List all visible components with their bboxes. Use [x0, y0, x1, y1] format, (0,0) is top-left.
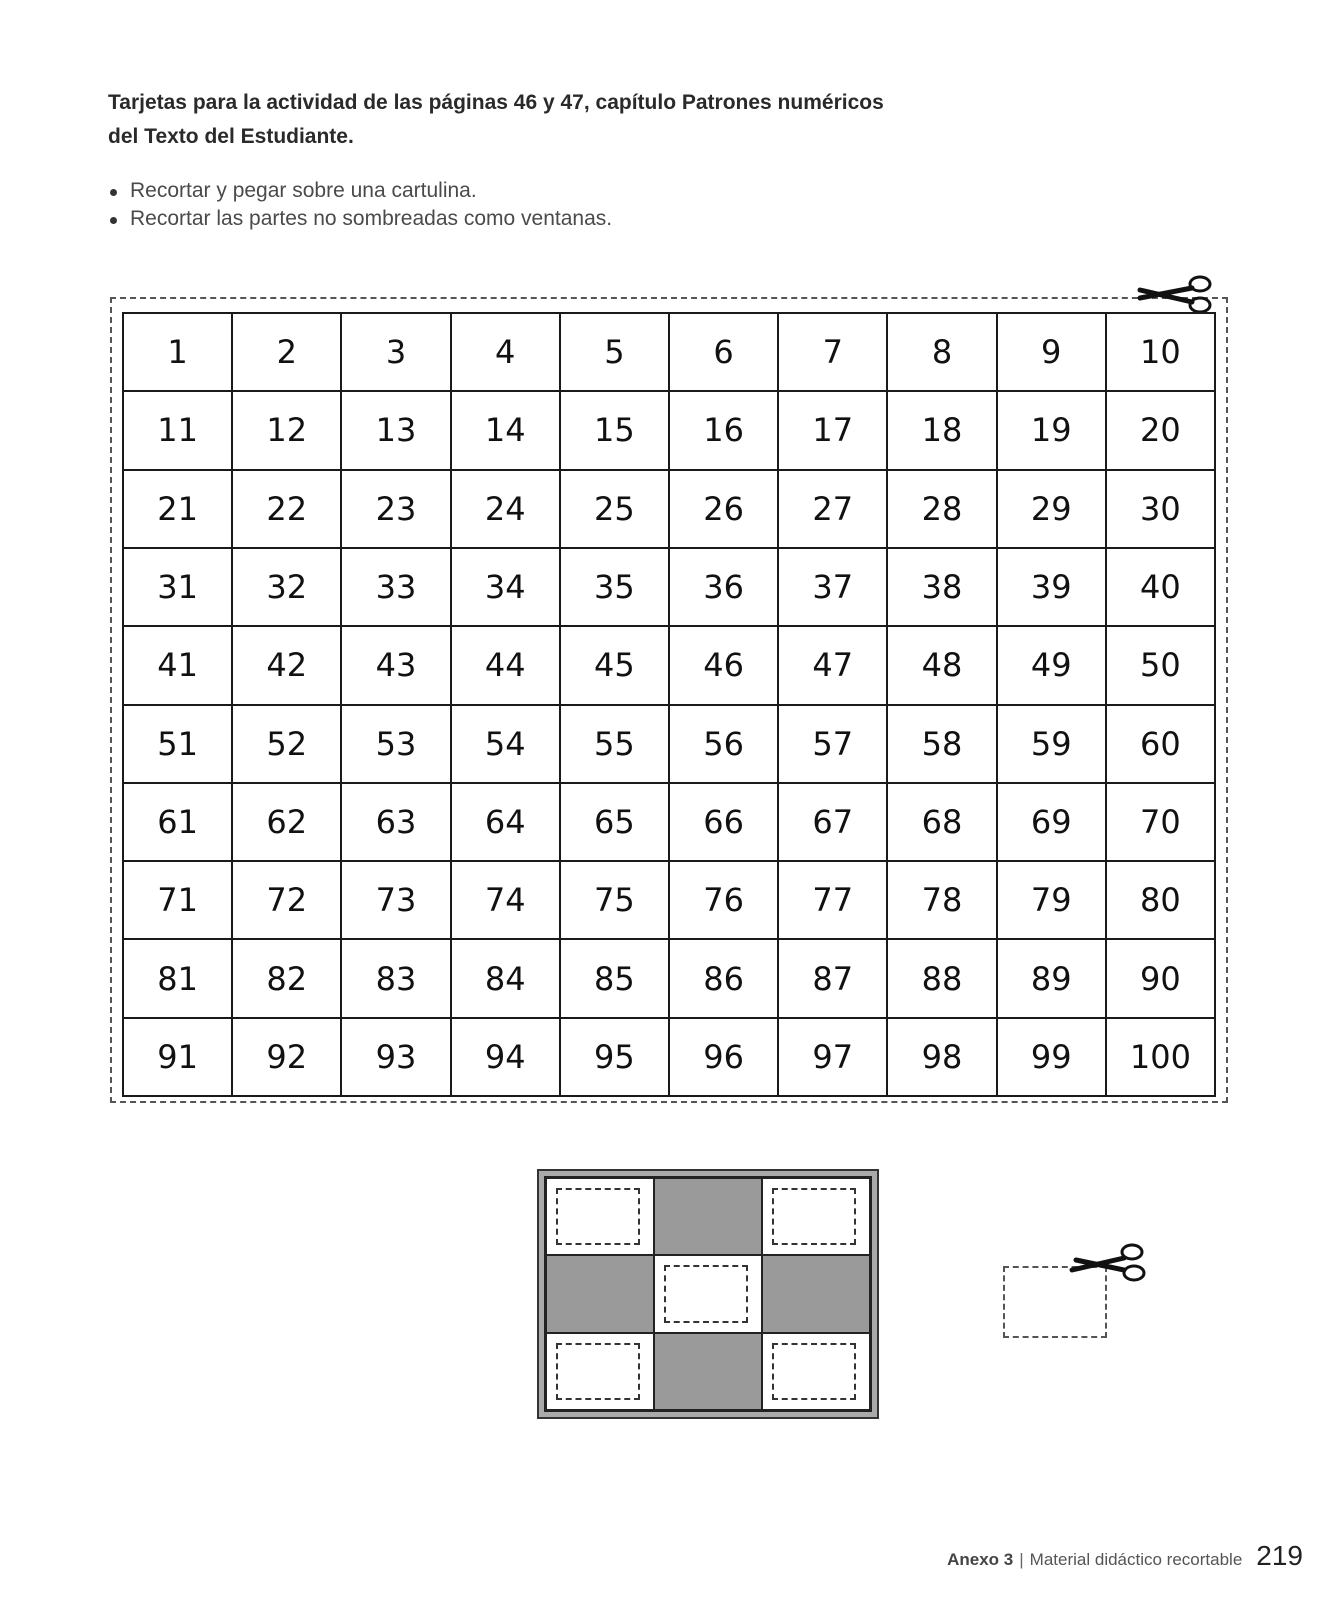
number-cell: 100	[1107, 1019, 1216, 1097]
number-cell: 95	[561, 1019, 670, 1097]
number-cell: 51	[124, 706, 233, 784]
number-cell: 68	[888, 784, 997, 862]
number-cell: 20	[1107, 392, 1216, 470]
number-cell: 72	[233, 862, 342, 940]
number-cell: 32	[233, 549, 342, 627]
number-cell: 42	[233, 627, 342, 705]
number-cell: 33	[342, 549, 451, 627]
number-cell: 5	[561, 314, 670, 392]
number-cell: 92	[233, 1019, 342, 1097]
number-cell: 29	[998, 471, 1107, 549]
number-cell: 19	[998, 392, 1107, 470]
number-cell: 62	[233, 784, 342, 862]
number-cell: 80	[1107, 862, 1216, 940]
number-cell: 65	[561, 784, 670, 862]
number-cell: 76	[670, 862, 779, 940]
title-line-2: del Texto del Estudiante.	[108, 125, 354, 148]
number-cell: 93	[342, 1019, 451, 1097]
number-cell: 94	[452, 1019, 561, 1097]
instruction-item: Recortar y pegar sobre una cartulina.	[108, 177, 612, 205]
number-cell: 71	[124, 862, 233, 940]
number-cell: 4	[452, 314, 561, 392]
page-number: 219	[1256, 1540, 1303, 1571]
number-cell: 17	[779, 392, 888, 470]
number-cell: 27	[779, 471, 888, 549]
shaded-cell	[654, 1178, 762, 1255]
number-cell: 28	[888, 471, 997, 549]
scissors-icon	[1068, 1240, 1148, 1286]
number-cell: 46	[670, 627, 779, 705]
number-cell: 6	[670, 314, 779, 392]
number-cell: 77	[779, 862, 888, 940]
number-cell: 78	[888, 862, 997, 940]
number-cell: 59	[998, 706, 1107, 784]
number-cell: 90	[1107, 940, 1216, 1018]
instructions-list	[108, 177, 612, 233]
number-cell: 64	[452, 784, 561, 862]
number-cell: 44	[452, 627, 561, 705]
number-cell: 23	[342, 471, 451, 549]
number-cell: 85	[561, 940, 670, 1018]
number-cell: 54	[452, 706, 561, 784]
window-cutout-cell	[762, 1178, 870, 1255]
number-cell: 12	[233, 392, 342, 470]
number-cell: 10	[1107, 314, 1216, 392]
number-cell: 35	[561, 549, 670, 627]
shaded-cell	[546, 1255, 654, 1332]
number-cell: 11	[124, 392, 233, 470]
window-template-card	[537, 1169, 879, 1419]
instruction-item: Recortar las partes no sombreadas como ventanas.	[108, 205, 612, 233]
number-cell: 98	[888, 1019, 997, 1097]
number-cell: 58	[888, 706, 997, 784]
window-cut-line	[772, 1343, 856, 1400]
window-template-grid	[544, 1176, 872, 1412]
number-cell: 69	[998, 784, 1107, 862]
number-cell: 87	[779, 940, 888, 1018]
number-cell: 22	[233, 471, 342, 549]
hundred-chart	[122, 312, 1216, 1097]
page-title	[108, 86, 1008, 154]
number-cell: 52	[233, 706, 342, 784]
number-cell: 48	[888, 627, 997, 705]
number-cell: 30	[1107, 471, 1216, 549]
number-cell: 73	[342, 862, 451, 940]
number-cell: 75	[561, 862, 670, 940]
title-line-1: Tarjetas para la actividad de las páginas 46 y 47, capítulo Patrones numéricos	[108, 91, 884, 114]
window-cut-line	[556, 1188, 640, 1245]
number-cell: 24	[452, 471, 561, 549]
number-cell: 79	[998, 862, 1107, 940]
window-cut-line	[556, 1343, 640, 1400]
number-cell: 37	[779, 549, 888, 627]
number-cell: 99	[998, 1019, 1107, 1097]
number-cell: 97	[779, 1019, 888, 1097]
number-cell: 40	[1107, 549, 1216, 627]
number-cell: 67	[779, 784, 888, 862]
number-cell: 81	[124, 940, 233, 1018]
number-cell: 82	[233, 940, 342, 1018]
number-cell: 55	[561, 706, 670, 784]
number-cell: 36	[670, 549, 779, 627]
number-cell: 57	[779, 706, 888, 784]
footer-label: Material didáctico recortable	[1029, 1550, 1243, 1569]
page-footer	[947, 1540, 1303, 1572]
number-cell: 25	[561, 471, 670, 549]
number-cell: 38	[888, 549, 997, 627]
number-cell: 60	[1107, 706, 1216, 784]
number-cell: 2	[233, 314, 342, 392]
shaded-cell	[762, 1255, 870, 1332]
number-cell: 39	[998, 549, 1107, 627]
number-cell: 89	[998, 940, 1107, 1018]
number-cell: 21	[124, 471, 233, 549]
number-cell: 45	[561, 627, 670, 705]
number-cell: 96	[670, 1019, 779, 1097]
number-cell: 91	[124, 1019, 233, 1097]
number-cell: 9	[998, 314, 1107, 392]
number-cell: 74	[452, 862, 561, 940]
window-cut-line	[664, 1265, 748, 1322]
number-cell: 15	[561, 392, 670, 470]
footer-separator: |	[1019, 1550, 1024, 1569]
number-cell: 26	[670, 471, 779, 549]
number-cell: 34	[452, 549, 561, 627]
number-cell: 50	[1107, 627, 1216, 705]
window-cutout-cell	[546, 1178, 654, 1255]
number-cell: 8	[888, 314, 997, 392]
number-cell: 31	[124, 549, 233, 627]
shaded-cell	[654, 1333, 762, 1410]
window-cutout-cell	[762, 1333, 870, 1410]
number-cell: 18	[888, 392, 997, 470]
number-cell: 43	[342, 627, 451, 705]
number-cell: 63	[342, 784, 451, 862]
number-cell: 70	[1107, 784, 1216, 862]
window-cutout-cell	[546, 1333, 654, 1410]
number-cell: 56	[670, 706, 779, 784]
footer-annex: Anexo 3	[947, 1550, 1014, 1569]
number-cell: 53	[342, 706, 451, 784]
number-cell: 66	[670, 784, 779, 862]
window-cutout-cell	[654, 1255, 762, 1332]
number-cell: 16	[670, 392, 779, 470]
number-cell: 7	[779, 314, 888, 392]
number-cell: 49	[998, 627, 1107, 705]
number-cell: 61	[124, 784, 233, 862]
window-cut-line	[772, 1188, 856, 1245]
number-cell: 14	[452, 392, 561, 470]
number-cell: 88	[888, 940, 997, 1018]
number-cell: 83	[342, 940, 451, 1018]
number-cell: 47	[779, 627, 888, 705]
number-cell: 1	[124, 314, 233, 392]
number-cell: 84	[452, 940, 561, 1018]
number-cell: 41	[124, 627, 233, 705]
number-cell: 3	[342, 314, 451, 392]
number-cell: 86	[670, 940, 779, 1018]
number-cell: 13	[342, 392, 451, 470]
